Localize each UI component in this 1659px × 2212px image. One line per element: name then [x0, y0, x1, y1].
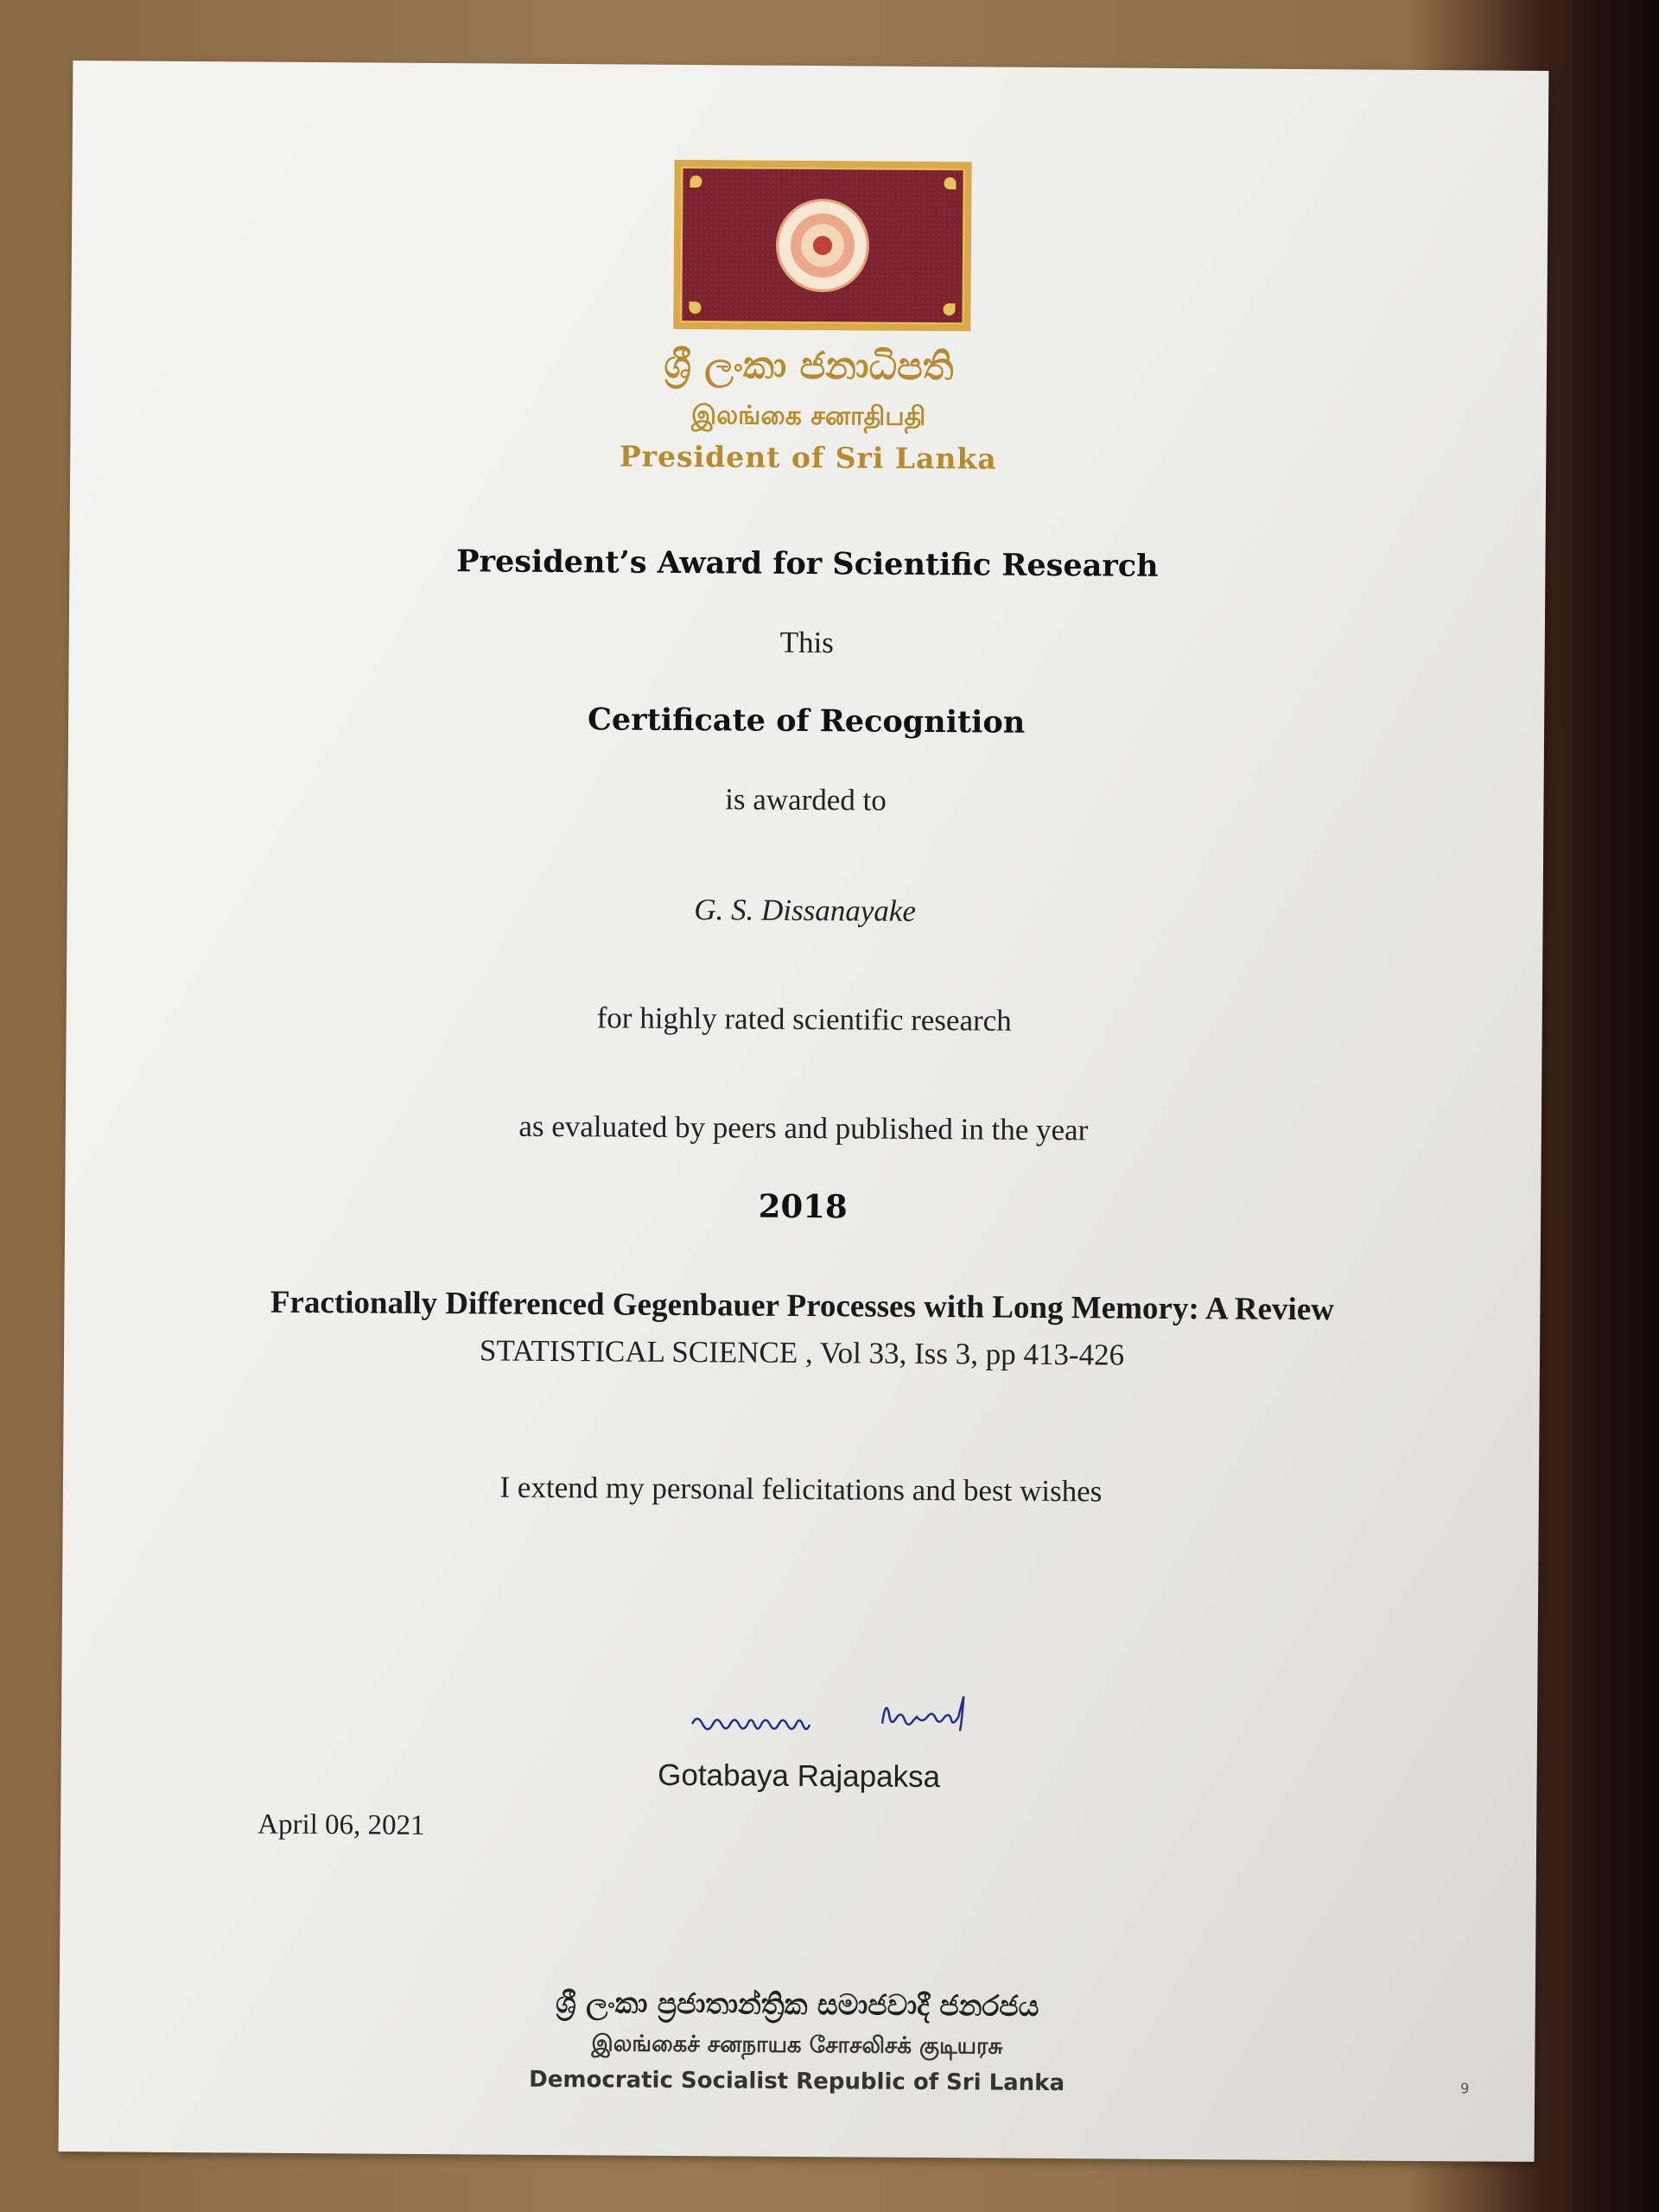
header-english-title: President of Sri Lanka [619, 439, 997, 476]
certificate-title: Certificate of Recognition [587, 702, 1026, 741]
this-text: This [779, 625, 835, 660]
reason-text: for highly rated scientific research [596, 1001, 1012, 1038]
lotus-icon [776, 199, 870, 293]
signature [683, 1689, 1046, 1752]
presidential-emblem-icon [673, 160, 971, 331]
awarded-text: is awarded to [725, 782, 887, 817]
award-title: President’s Award for Scientific Research [456, 543, 1159, 584]
evaluation-text: as evaluated by peers and published in the year [518, 1109, 1089, 1147]
publication-journal: STATISTICAL SCIENCE , Vol 33, Iss 3, pp 413-426 [479, 1333, 1125, 1372]
page-mark: 9 [1460, 2080, 1470, 2097]
certificate-paper [59, 60, 1549, 2162]
award-year: 2018 [758, 1186, 848, 1226]
award-date: April 06, 2021 [257, 1808, 425, 1841]
footer-sinhala: ශ්‍රී ලංකා ප්‍රජාතාන්ත්‍රික සමාජවාදී ජනරජය [555, 1986, 1039, 2023]
header-tamil-title: இலங்கை சனாதிபதி [690, 400, 926, 432]
footer-english: Democratic Socialist Republic of Sri Lanka [529, 2066, 1065, 2097]
frame-edge [1573, 0, 1659, 2212]
recipient-name: G. S. Dissanayake [694, 893, 917, 928]
felicitations-text: I extend my personal felicitations and best wishes [499, 1470, 1103, 1509]
signer-name: Gotabaya Rajapaksa [658, 1758, 941, 1795]
header-sinhala-title: ශ්‍රී ලංකා ජනාධිපති [664, 342, 954, 390]
footer-tamil: இலங்கைச் சனநாயக சோசலிசக் குடியரசு [591, 2031, 1003, 2060]
publication-title: Fractionally Differenced Gegenbauer Processes with Long Memory: A Review [270, 1284, 1335, 1328]
